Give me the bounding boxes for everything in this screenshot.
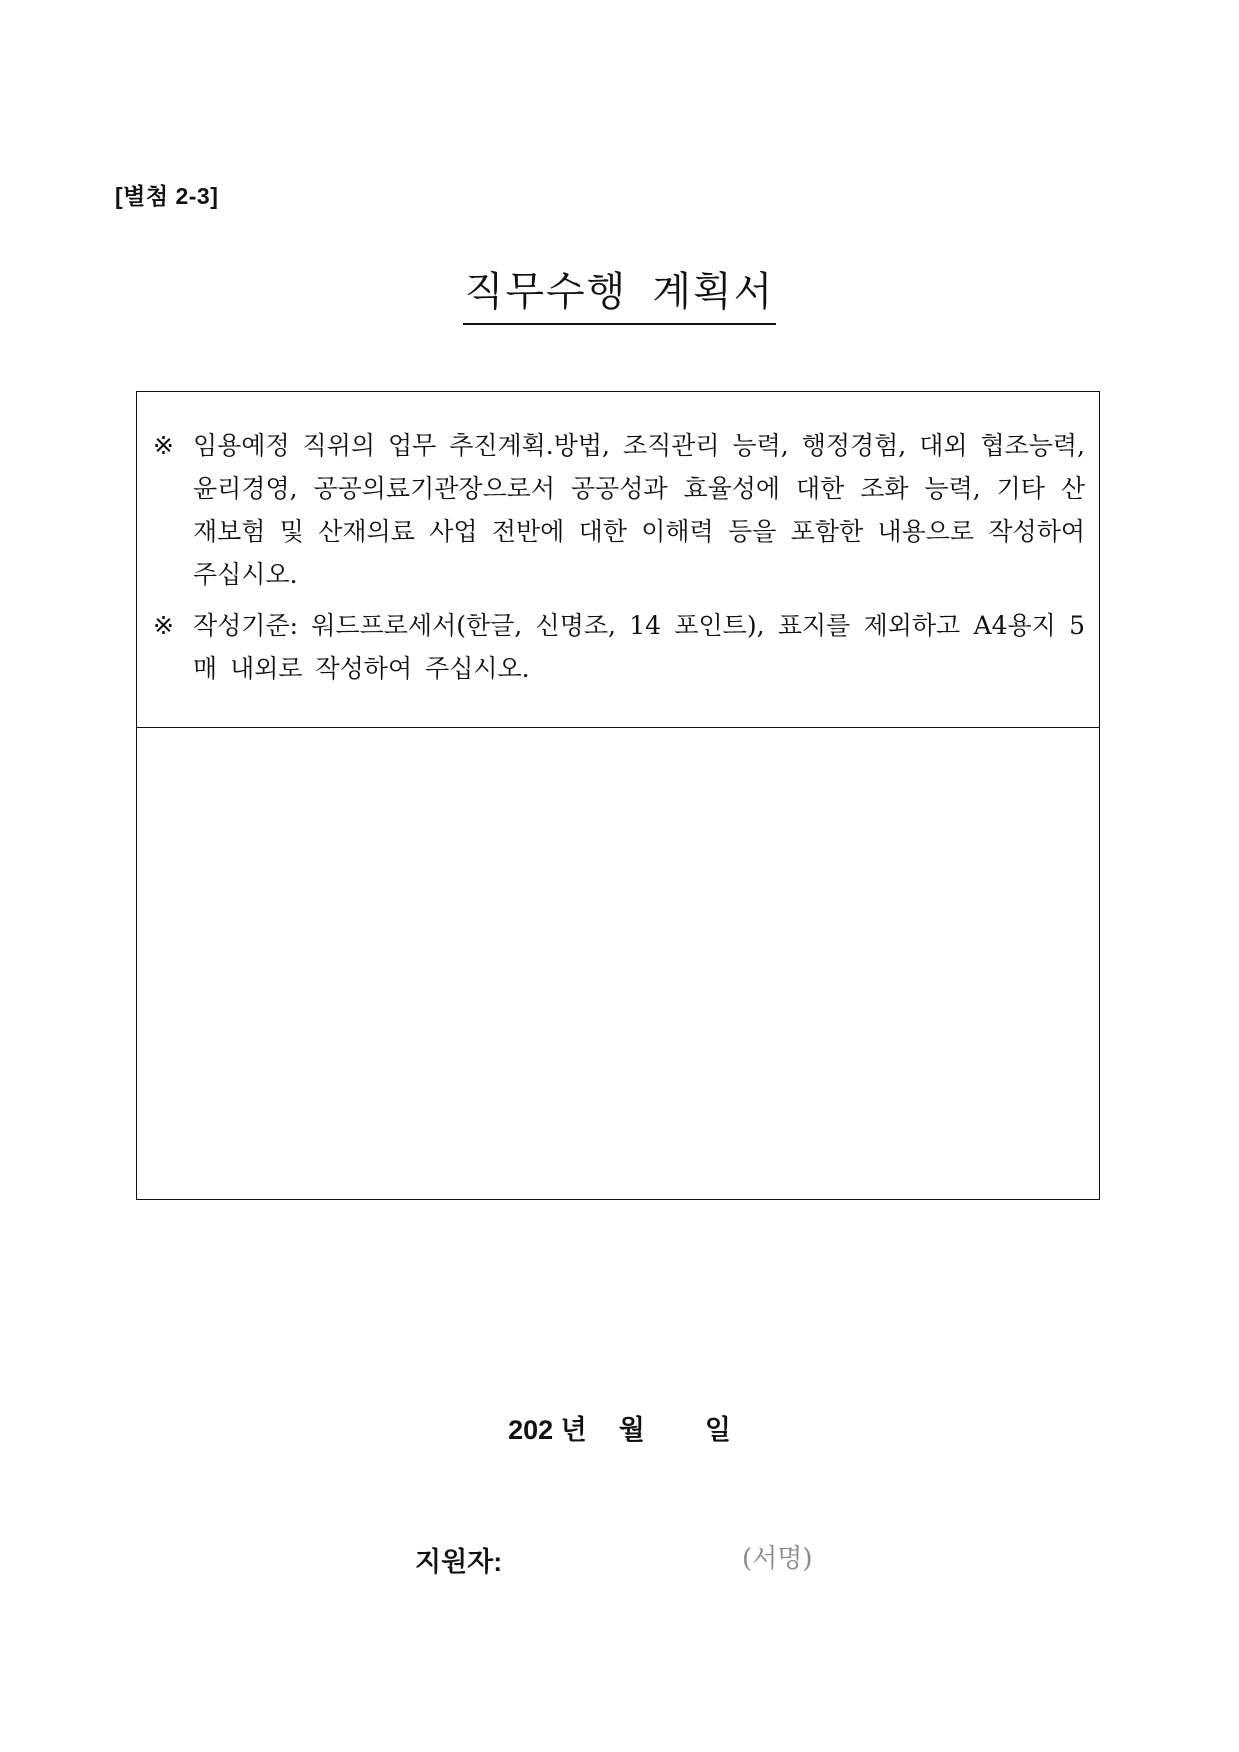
date-line [0,1408,1239,1447]
date-year-unit: 년 [560,1415,587,1445]
date-day-unit: 일 [704,1415,731,1445]
document-title-wrapper [0,260,1239,325]
reference-mark: ※ [153,611,174,640]
instruction-text: 작성기준: 워드프로세서(한글, 신명조, 14 포인트), 표지를 제외하고 A4용지 5매 내외로 작성하여 주십시오. [193,611,1085,683]
date-year: 202 [508,1415,554,1445]
instructions-cell [137,392,1099,728]
signature-placeholder[interactable]: (서명) [742,1544,813,1574]
plan-writing-area[interactable] [137,728,1099,1198]
instruction-text: 임용예정 직위의 업무 추진계획.방법, 조직관리 능력, 행정경험, 대외 협조능력, 윤리경영, 공공의료기관장으로서 공공성과 효율성에 대한 조화 능력, 기타 산재보험 및 산재의료 사업 전반에 대한 이해력 등을 포함한 내용으로 작성하여 주십시오. [193,431,1085,589]
instruction-note [153,604,1085,690]
reference-mark: ※ [153,431,174,460]
plan-form-table [136,391,1100,1200]
attachment-label: [별첨 2-3] [115,183,219,209]
applicant-label: 지원자: [415,1547,503,1577]
document-title: 직무수행 계획서 [463,260,777,325]
date-month-unit: 월 [618,1415,645,1445]
instruction-note [153,424,1085,596]
